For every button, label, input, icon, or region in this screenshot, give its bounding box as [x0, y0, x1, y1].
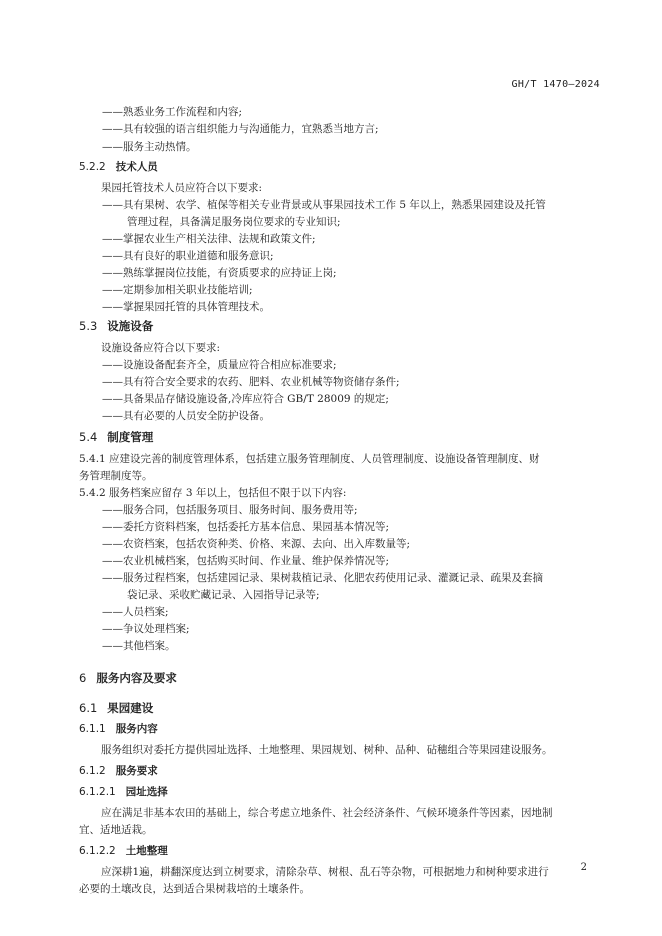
section-heading	[79, 785, 168, 799]
list-item: ——农业机械档案，包括购买时间、作业量、维护保养情况等;	[102, 555, 390, 567]
list-item: ——服务合同，包括服务项目、服务时间、服务费用等;	[102, 504, 358, 516]
section-number: 6.1.2.1	[79, 786, 116, 798]
section-number: 5.3	[79, 319, 98, 333]
list-item: ——具有较强的语言组织能力与沟通能力，宜熟悉当地方言;	[102, 123, 379, 135]
list-item: ——设施设备配套齐全，质量应符合相应标准要求;	[102, 359, 337, 371]
list-item: ——服务主动热情。	[102, 141, 197, 153]
section-title: 服务内容	[115, 723, 158, 735]
list-item: ——熟悉业务工作流程和内容;	[102, 106, 243, 118]
list-item: ——具有良好的职业道德和服务意识;	[102, 250, 274, 262]
list-item: ——具有必要的人员安全防护设备。	[102, 410, 270, 422]
list-item: ——其他档案。	[102, 640, 176, 652]
section-number: 6	[79, 671, 87, 685]
section-title: 土地整理	[125, 845, 168, 857]
section-title: 制度管理	[107, 430, 154, 444]
section-number: 5.2.2	[79, 161, 106, 173]
section-heading	[79, 671, 177, 685]
paragraph: 应在满足非基本农田的基础上，综合考虑立地条件、社会经济条件、气候环境条件等因素，因地制	[101, 807, 553, 819]
section-heading	[79, 160, 158, 174]
list-item: ——具有果树、农学、植保等相关专业背景或从事果园技术工作 5 年以上，熟悉果园建设及托管	[102, 199, 546, 211]
list-item: ——熟练掌握岗位技能，有资质要求的应持证上岗;	[102, 267, 337, 279]
list-item: 管理过程，具备满足服务岗位要求的专业知识;	[127, 216, 341, 228]
paragraph: 宜、适地适栽。	[79, 824, 153, 836]
section-title: 园址选择	[125, 786, 168, 798]
section-title: 技术人员	[115, 161, 158, 173]
section-title: 设施设备	[107, 319, 154, 333]
paragraph: 务管理制度等。	[79, 470, 153, 482]
section-heading	[79, 764, 158, 778]
section-title: 服务要求	[115, 765, 158, 777]
list-item: ——定期参加相关职业技能培训;	[102, 284, 253, 296]
list-item: ——人员档案;	[102, 606, 169, 618]
paragraph: 应深耕1遍，耕翻深度达到立树要求，清除杂草、树根、乱石等杂物，可根据地力和树种要求进行	[101, 866, 549, 878]
list-item: 袋记录、采收贮藏记录、入园指导记录等;	[127, 589, 320, 601]
list-item: ——服务过程档案，包括建园记录、果树栽植记录、化肥农药使用记录、灌溉记录、疏果及套摘	[102, 572, 543, 584]
section-heading	[79, 701, 153, 715]
paragraph: 5.4.2 服务档案应留存 3 年以上，包括但不限于以下内容:	[79, 487, 347, 499]
list-item: ——掌握果园托管的具体管理技术。	[102, 301, 270, 313]
paragraph: 果园托管技术人员应符合以下要求:	[101, 182, 263, 194]
list-item: ——农资档案，包括农资种类、价格、来源、去向、出入库数量等;	[102, 538, 411, 550]
section-heading	[79, 722, 158, 736]
page-number: 2	[580, 862, 587, 873]
section-heading	[79, 319, 153, 333]
section-heading	[79, 430, 153, 444]
list-item: ——掌握农业生产相关法律、法规和政策文件;	[102, 233, 316, 245]
section-number: 6.1	[79, 701, 98, 715]
section-number: 6.1.2	[79, 765, 106, 777]
section-number: 5.4	[79, 430, 98, 444]
paragraph: 服务组织对委托方提供园址选择、土地整理、果园规划、树种、品种、砧穗组合等果园建设服务。	[101, 744, 553, 756]
section-heading	[79, 844, 168, 858]
section-title: 果园建设	[107, 701, 154, 715]
section-title: 服务内容及要求	[96, 671, 177, 685]
standard-code-header: GH/T 1470—2024	[511, 79, 600, 90]
section-number: 6.1.2.2	[79, 845, 116, 857]
paragraph: 5.4.1 应建设完善的制度管理体系，包括建立服务管理制度、人员管理制度、设施设备管理制度、财	[79, 453, 540, 465]
list-item: ——争议处理档案;	[102, 623, 190, 635]
paragraph: 设施设备应符合以下要求:	[101, 342, 221, 354]
list-item: ——具备果品存储设施设备,冷库应符合 GB/T 28009 的规定;	[102, 393, 389, 405]
list-item: ——具有符合安全要求的农药、肥料、农业机械等物资储存条件;	[102, 376, 400, 388]
list-item: ——委托方资料档案，包括委托方基本信息、果园基本情况等;	[102, 521, 390, 533]
paragraph: 必要的土壤改良，达到适合果树栽培的土壤条件。	[79, 883, 310, 895]
section-number: 6.1.1	[79, 723, 106, 735]
